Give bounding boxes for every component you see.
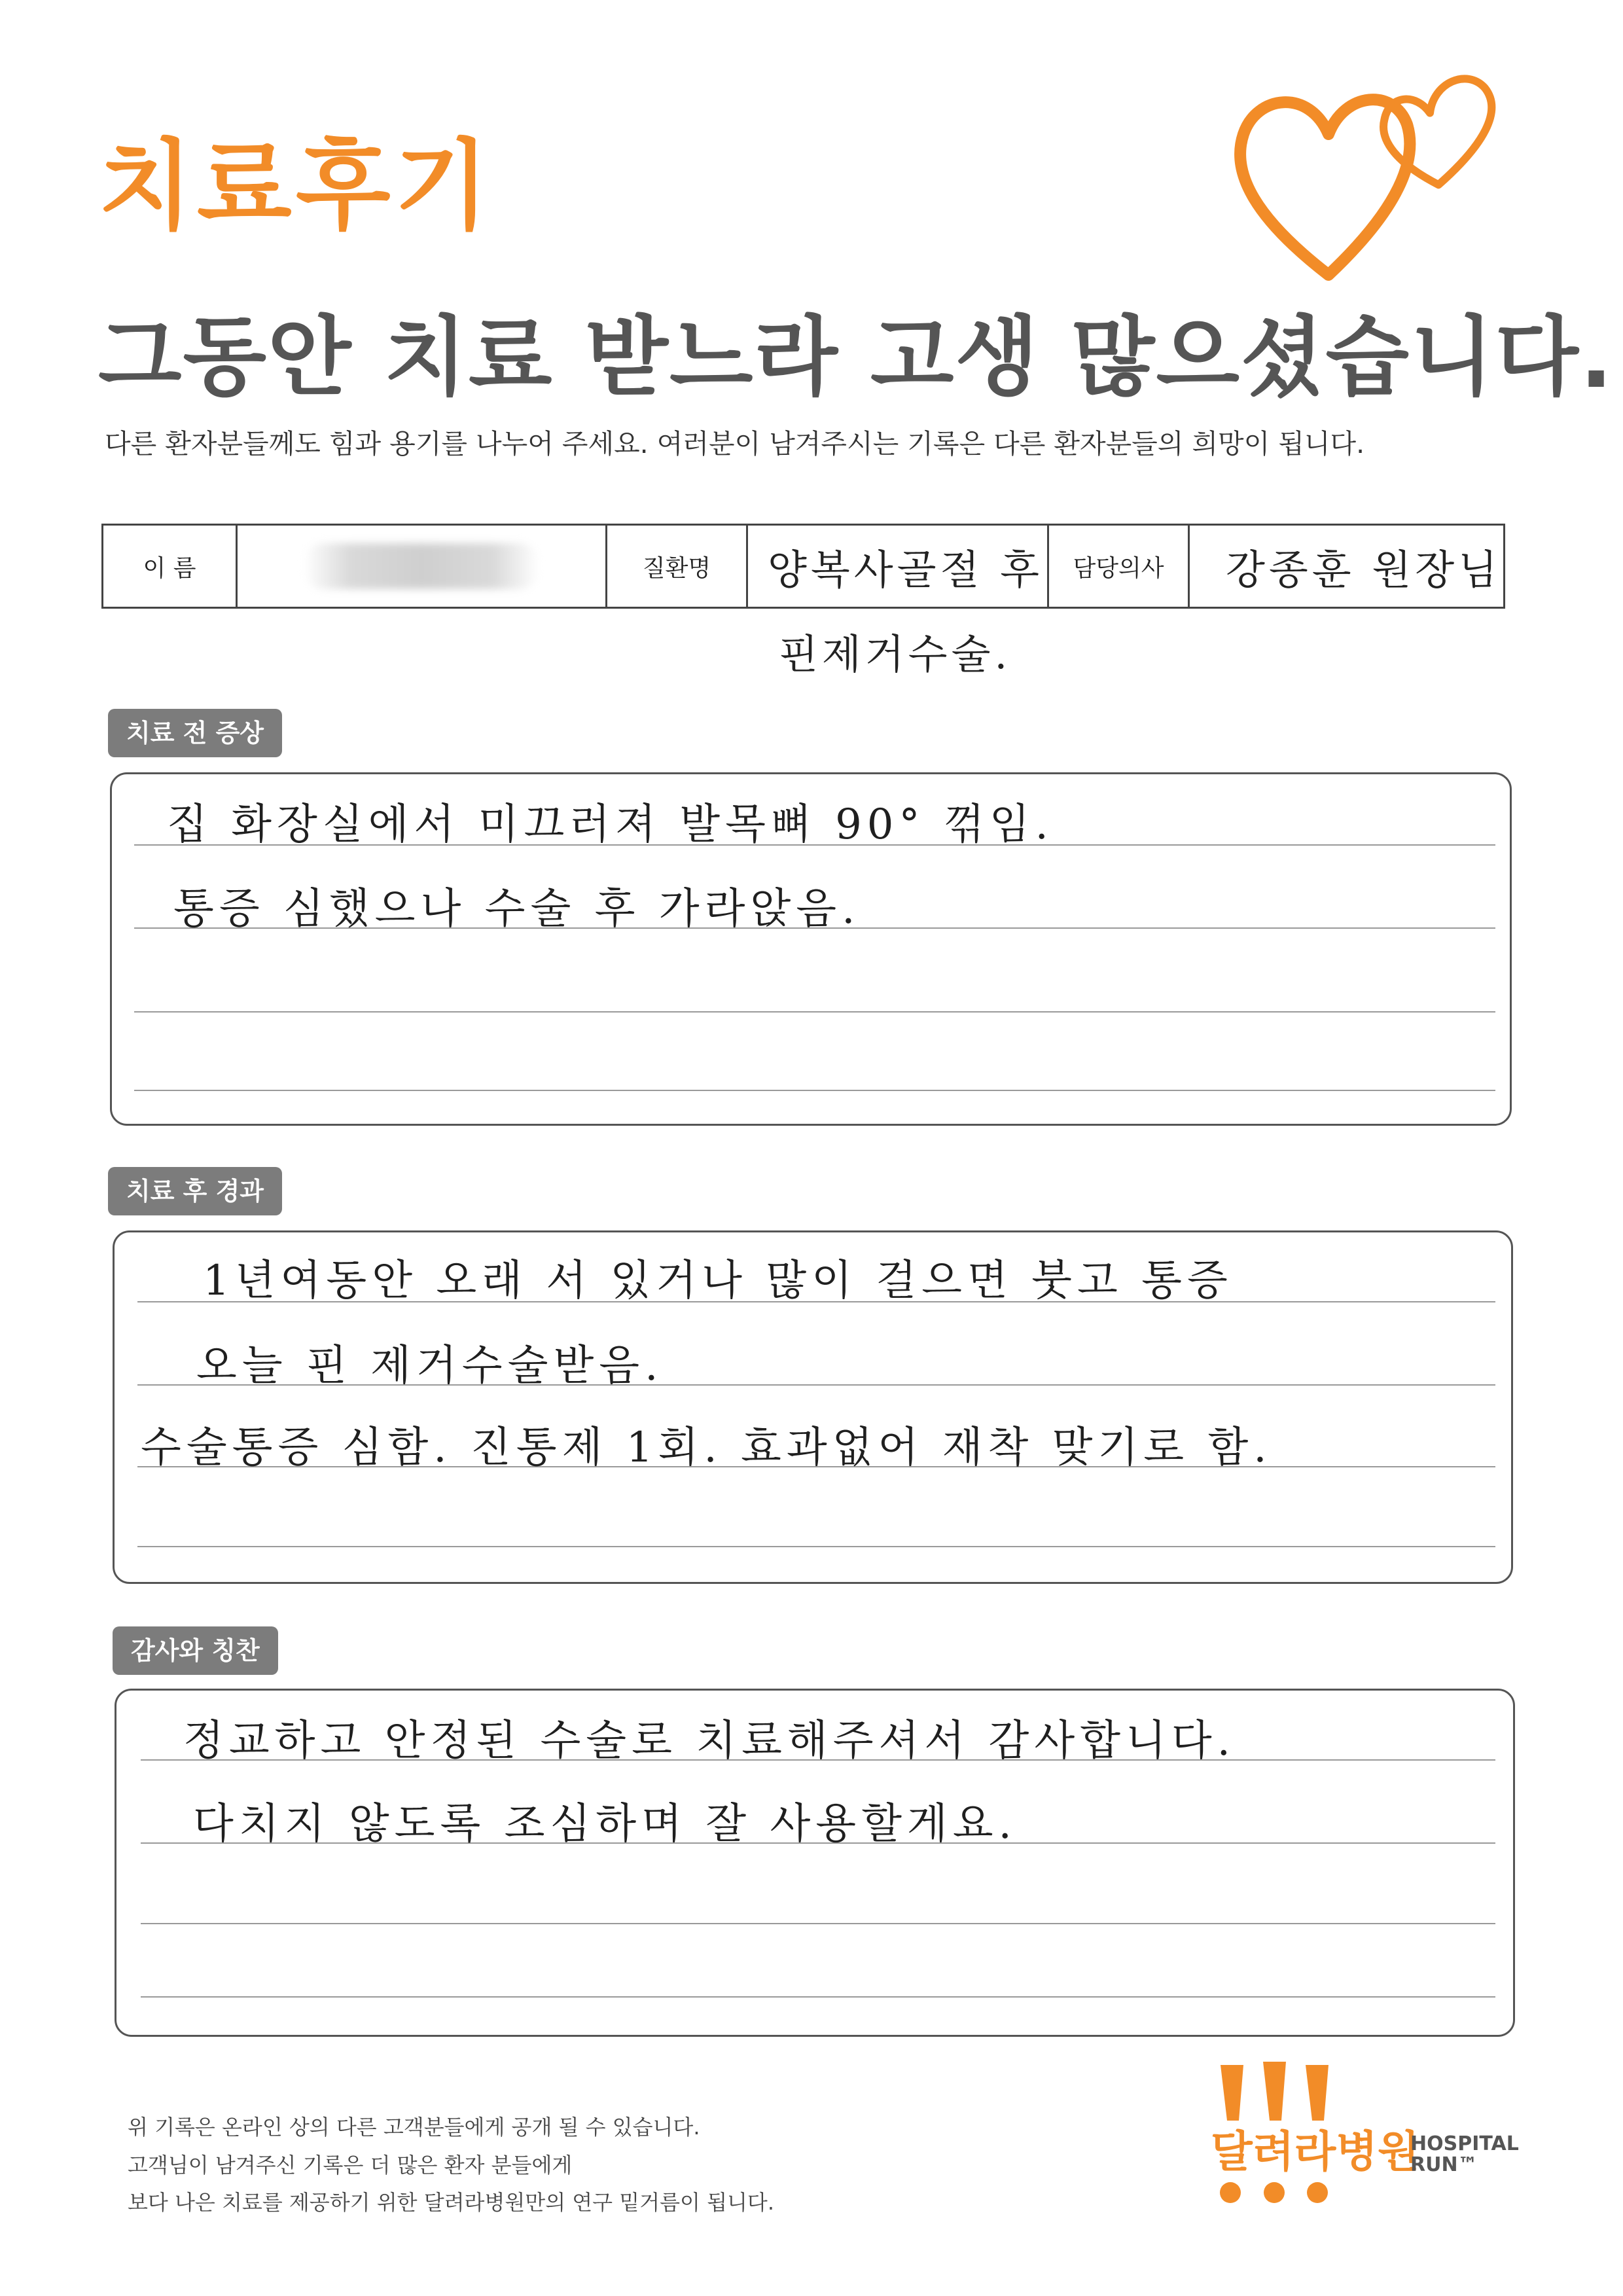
ruled-line [141, 1996, 1495, 1998]
doctor-label: 담당의사 [1049, 526, 1190, 607]
doctor-value [1190, 526, 1503, 607]
name-value-blurred [238, 526, 607, 607]
section-tag-before-treatment: 치료 전 증상 [108, 709, 282, 757]
diagnosis-line1: 양복사골절 후 [768, 545, 1044, 594]
section-tag-thanks: 감사와 칭찬 [113, 1626, 278, 1675]
diagnosis-value [748, 526, 1049, 607]
handwritten-line: 정교하고 안정된 수술로 치료해주셔서 감사합니다. [183, 1717, 1236, 1765]
ruled-line [141, 1923, 1495, 1924]
name-label: 이 름 [103, 526, 238, 607]
doctor-name: 강종훈 원장님 [1226, 545, 1502, 594]
handwritten-line: 수술통증 심함. 진통제 1회. 효과없어 재착 맞기로 함. [141, 1424, 1272, 1472]
handwritten-line: 다치지 않도록 조심하며 잘 사용할게요. [193, 1800, 1017, 1848]
footer-note-1: 위 기록은 온라인 상의 다른 고객분들에게 공개 될 수 있습니다. [128, 2115, 700, 2140]
page-subtitle: 그동안 치료 받느라 고생 많으셨습니다. [98, 307, 1614, 408]
ruled-line [137, 1546, 1495, 1547]
redacted-name [304, 543, 539, 589]
hearts-icon [1230, 62, 1544, 298]
intro-text: 다른 환자분들께도 힘과 용기를 나누어 주세요. 여러분이 남겨주시는 기록은 다른 환자분들의 희망이 됩니다. [105, 428, 1365, 459]
handwritten-line: 1년여동안 오래 서 있거나 많이 걸으면 붓고 통증 [203, 1257, 1233, 1305]
ruled-line [134, 1090, 1495, 1091]
footer-note-3: 보다 나은 치료를 제공하기 위한 달려라병원만의 연구 밑거름이 됩니다. [128, 2190, 774, 2215]
page-title: 치료후기 [98, 130, 493, 243]
diagnosis-label: 질환명 [607, 526, 748, 607]
handwritten-line: 집 화장실에서 미끄러져 발목뼈 90° 꺾임. [167, 800, 1054, 849]
hospital-logo-english: HOSPITAL RUN™ [1410, 2132, 1519, 2176]
section-tag-after-treatment: 치료 후 경과 [108, 1167, 282, 1215]
handwritten-line: 오늘 핀 제거수술받음. [196, 1342, 664, 1390]
diagnosis-line2: 핀제거수술. [779, 630, 1012, 678]
footer-note-2: 고객님이 남겨주신 기록은 더 많은 환자 분들에게 [128, 2153, 573, 2178]
patient-info-table [101, 524, 1505, 609]
hospital-logo-text: 달려라병원 [1211, 2126, 1419, 2177]
ruled-line [134, 1011, 1495, 1013]
handwritten-line: 통증 심했으나 수술 후 가라앉음. [173, 885, 861, 933]
